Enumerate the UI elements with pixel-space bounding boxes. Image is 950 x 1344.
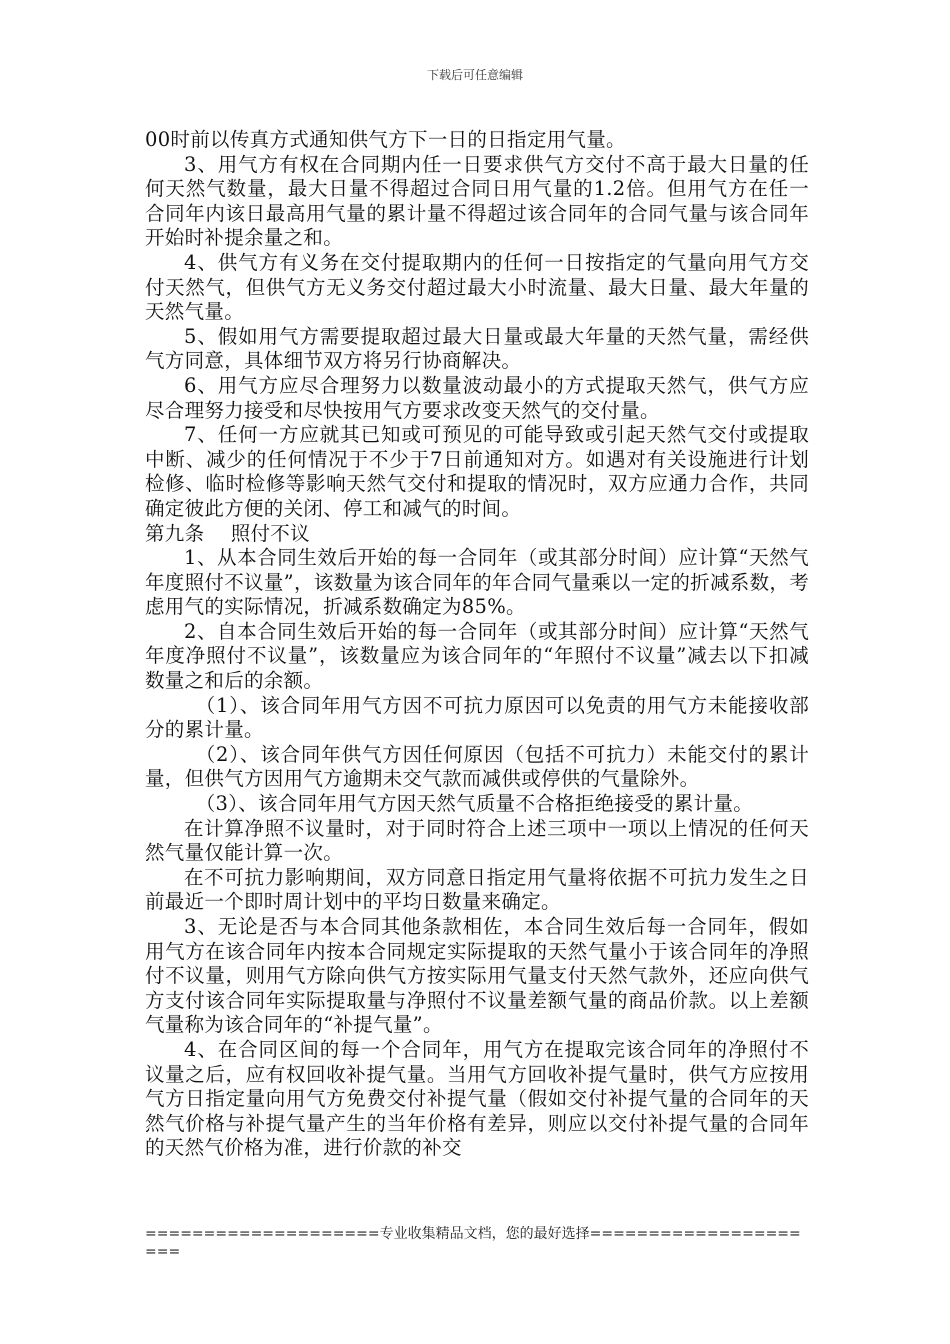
paragraph-clause-6: 6、用气方应尽合理努力以数量波动最小的方式提取天然气，供气方应尽合理努力接受和尽快按用气方要求改变天然气的交付量。 [145, 373, 809, 422]
paragraph-clause-3: 3、用气方有权在合同期内任一日要求供气方交付不高于最大日量的任何天然气数量，最大日量不得超过合同日用气量的1.2倍。但用气方在任一合同年内该日最高用气量的累计量不得超过该合同年的合同气量与该合同年开始时补提余量之和。 [145, 152, 809, 250]
paragraph-subitem-3: （3）、该合同年用气方因天然气质量不合格拒绝接受的累计量。 [195, 792, 754, 816]
paragraph-article9-clause-3: 3、无论是否与本合同其他条款相佐，本合同生效后每一合同年，假如用气方在该合同年内按本合同规定实际提取的天然气量小于该合同年的净照付不议量，则用气方除向供气方按实际用气量支付天然气款外，还应向供气方支付该合同年实际提取量与净照付不议量差额气量的商品价款。以上差额气量称为该合同年的“补提气量”。 [145, 915, 809, 1037]
page-header: 下载后可任意编辑 [426, 68, 523, 82]
paragraph-clause-5: 5、假如用气方需要提取超过最大日量或最大年量的天然气量，需经供气方同意，具体细节双方将另行协商解决。 [145, 324, 809, 373]
page-footer: ====================专业收集精品文档，您的最好选择===================== [145, 1226, 801, 1260]
paragraph-clause-7: 7、任何一方应就其已知或可预见的可能导致或引起天然气交付或提取中断、减少的任何情况于不少于7日前通知对方。如遇对有关设施进行计划检修、临时检修等影响天然气交付和提取的情况时，双方应通力合作，共同确定彼此方便的关闭、停工和减气的时间。 [145, 423, 809, 520]
article-heading: 第九条 照付不议 [145, 521, 310, 545]
paragraph-clause-4: 4、供气方有义务在交付提取期内的任何一日按指定的气量向用气方交付天然气，但供气方无义务交付超过最大小时流量、最大日量、最大年量的天然气量。 [145, 250, 809, 324]
paragraph-calculation-note: 在计算净照不议量时，对于同时符合上述三项中一项以上情况的任何天然气量仅能计算一次。 [145, 816, 809, 865]
paragraph-subitem-1: （1）、该合同年用气方因不可抗力原因可以免责的用气方未能接收部分的累计量。 [145, 693, 809, 742]
paragraph-continuation: 00时前以传真方式通知供气方下一日的日指定用气量。 [145, 128, 626, 151]
paragraph-subitem-2: （2）、该合同年供气方因任何原因（包括不可抗力）未能交付的累计量，但供气方因用气方逾期未交气款而减供或停供的气量除外。 [145, 742, 809, 791]
paragraph-force-majeure-note: 在不可抗力影响期间，双方同意日指定用气量将依据不可抗力发生之日前最近一个即时周计划中的平均日数量来确定。 [145, 865, 809, 914]
document-body [145, 128, 809, 1161]
paragraph-article9-clause-1: 1、从本合同生效后开始的每一合同年（或其部分时间）应计算“天然气年度照付不议量”，该数量为该合同年的年合同气量乘以一定的折减系数，考虑用气的实际情况，折减系数确定为85%。 [145, 546, 809, 619]
paragraph-article9-clause-2: 2、自本合同生效后开始的每一合同年（或其部分时间）应计算“天然气年度净照付不议量”，该数量应为该合同年的“年照付不议量”减去以下扣减数量之和后的余额。 [145, 619, 809, 693]
paragraph-article9-clause-4: 4、在合同区间的每一个合同年，用气方在提取完该合同年的净照付不议量之后，应有权回收补提气量。当用气方回收补提气量时，供气方应按用气方日指定量向用气方免费交付补提气量（假如交付补提气量的合同年的天然气价格与补提气量产生的当年价格有差异，则应以交付补提气量的合同年的天然气价格为准，进行价款的补交 [145, 1037, 809, 1160]
